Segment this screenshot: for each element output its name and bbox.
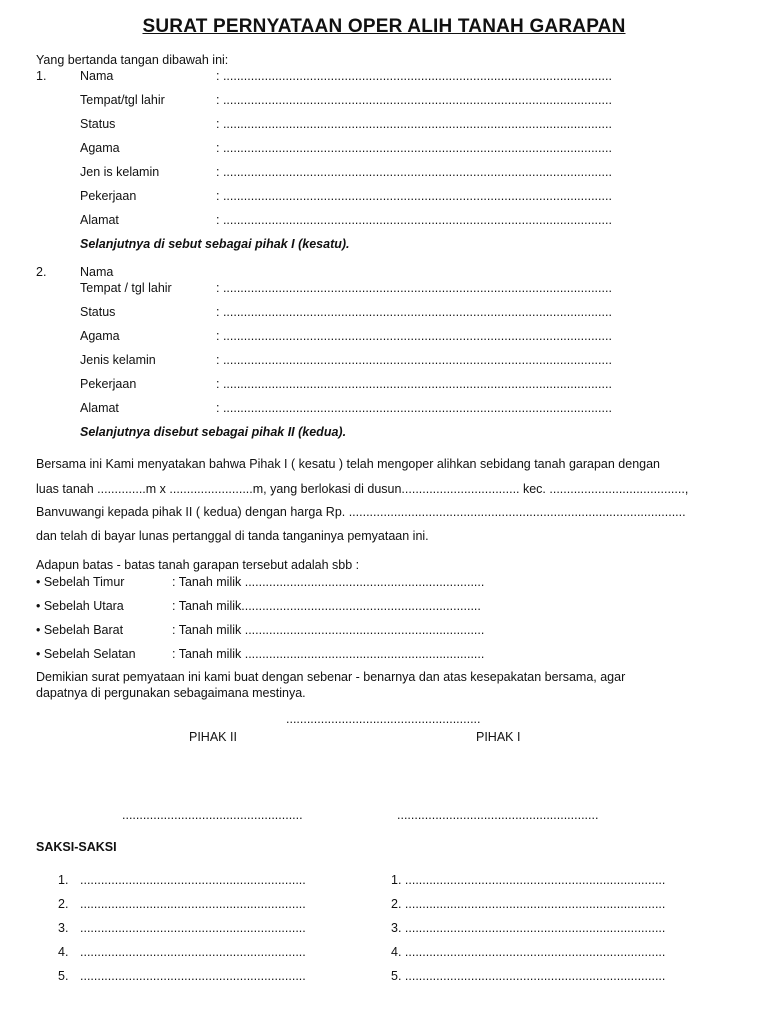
boundary-value: : Tanah milik ..................................................................... xyxy=(172,623,485,637)
party2-field-label: Jenis kelamin xyxy=(80,353,156,367)
statement-line: Bersama ini Kami menyatakan bahwa Pihak I ( kesatu ) telah mengoper alihkan sebidang tanah garapan dengan xyxy=(36,457,661,471)
party1-field-label: Jen is kelamin xyxy=(80,165,160,179)
party2-name-label: Nama xyxy=(80,265,114,279)
party1-field-dots: : ................................................................................................................ xyxy=(216,189,612,203)
saksi-right-line: 1. ........................................................................... xyxy=(391,873,666,887)
party2-number: 2. xyxy=(36,265,47,279)
pihak2-label: PIHAK II xyxy=(189,730,237,744)
closing-line: dapatnya di pergunakan sebagaimana mestinya. xyxy=(36,686,306,700)
party2-field-label: Agama xyxy=(80,329,120,343)
saksi-left-dots: ................................................................. xyxy=(80,921,306,935)
boundary-value: : Tanah milik ..................................................................... xyxy=(172,647,485,661)
saksi-left-number: 1. xyxy=(58,873,69,887)
boundary-intro: Adapun batas - batas tanah garapan tersebut adalah sbb : xyxy=(36,558,360,572)
intro-text: Yang bertanda tangan dibawah ini: xyxy=(36,53,229,67)
saksi-right-line: 2. ........................................................................... xyxy=(391,897,666,911)
signature-line-pihak1: .......................................................... xyxy=(397,808,599,822)
signature-line-pihak2: .................................................... xyxy=(122,808,303,822)
date-line: ........................................................ xyxy=(286,712,481,726)
pihak1-label: PIHAK I xyxy=(476,730,521,744)
statement-line: dan telah di bayar lunas pertanggal di tanda tanganinya pemyataan ini. xyxy=(36,529,429,543)
party1-field-dots: : ................................................................................................................ xyxy=(216,69,612,83)
party2-field-label: Tempat / tgl lahir xyxy=(80,281,172,295)
saksi-right-line: 3. ........................................................................... xyxy=(391,921,666,935)
boundary-value: : Tanah milik ..................................................................... xyxy=(172,575,485,589)
party1-field-dots: : ................................................................................................................ xyxy=(216,141,612,155)
saksi-right-line: 5. ........................................................................... xyxy=(391,969,666,983)
boundary-side: • Sebelah Selatan xyxy=(36,647,136,661)
party2-field-dots: : ................................................................................................................ xyxy=(216,305,612,319)
party1-field-dots: : ................................................................................................................ xyxy=(216,93,612,107)
party1-field-dots: : ................................................................................................................ xyxy=(216,117,612,131)
saksi-right-line: 4. ........................................................................... xyxy=(391,945,666,959)
boundary-side: • Sebelah Barat xyxy=(36,623,124,637)
saksi-left-number: 2. xyxy=(58,897,69,911)
statement-line: luas tanah ..............m x ........................m, yang berlokasi di dusun.................................. kec. ......................................., xyxy=(36,482,689,496)
party1-field-label: Agama xyxy=(80,141,120,155)
party2-field-label: Alamat xyxy=(80,401,119,415)
party1-field-label: Status xyxy=(80,117,116,131)
boundary-side: • Sebelah Utara xyxy=(36,599,124,613)
saksi-left-dots: ................................................................. xyxy=(80,945,306,959)
boundary-value: : Tanah milik..................................................................... xyxy=(172,599,481,613)
party1-field-label: Tempat/tgl lahir xyxy=(80,93,165,107)
saksi-left-number: 4. xyxy=(58,945,69,959)
party1-number: 1. xyxy=(36,69,47,83)
party1-field-dots: : ................................................................................................................ xyxy=(216,213,612,227)
party2-field-dots: : ................................................................................................................ xyxy=(216,329,612,343)
party1-field-label: Pekerjaan xyxy=(80,189,137,203)
party1-field-dots: : ................................................................................................................ xyxy=(216,165,612,179)
saksi-left-dots: ................................................................. xyxy=(80,897,306,911)
party2-note: Selanjutnya disebut sebagai pihak II (kedua). xyxy=(80,425,347,439)
party2-field-dots: : ................................................................................................................ xyxy=(216,353,612,367)
party2-field-label: Pekerjaan xyxy=(80,377,137,391)
party2-field-dots: : ................................................................................................................ xyxy=(216,401,612,415)
saksi-title: SAKSI-SAKSI xyxy=(36,840,117,854)
saksi-left-number: 3. xyxy=(58,921,69,935)
closing-line: Demikian surat pemyataan ini kami buat dengan sebenar - benarnya dan atas kesepakatan bersama, agar xyxy=(36,670,626,684)
party2-field-dots: : ................................................................................................................ xyxy=(216,377,612,391)
document-title: SURAT PERNYATAAN OPER ALIH TANAH GARAPAN xyxy=(142,16,626,37)
saksi-left-dots: ................................................................. xyxy=(80,873,306,887)
saksi-left-number: 5. xyxy=(58,969,69,983)
party2-field-dots: : ................................................................................................................ xyxy=(216,281,612,295)
statement-line: Banvuwangi kepada pihak II ( kedua) dengan harga Rp. ................................................................................................. xyxy=(36,505,686,519)
saksi-left-dots: ................................................................. xyxy=(80,969,306,983)
party1-field-label: Nama xyxy=(80,69,114,83)
party1-note: Selanjutnya di sebut sebagai pihak I (kesatu). xyxy=(80,237,350,251)
boundary-side: • Sebelah Timur xyxy=(36,575,125,589)
party1-field-label: Alamat xyxy=(80,213,119,227)
party2-field-label: Status xyxy=(80,305,116,319)
